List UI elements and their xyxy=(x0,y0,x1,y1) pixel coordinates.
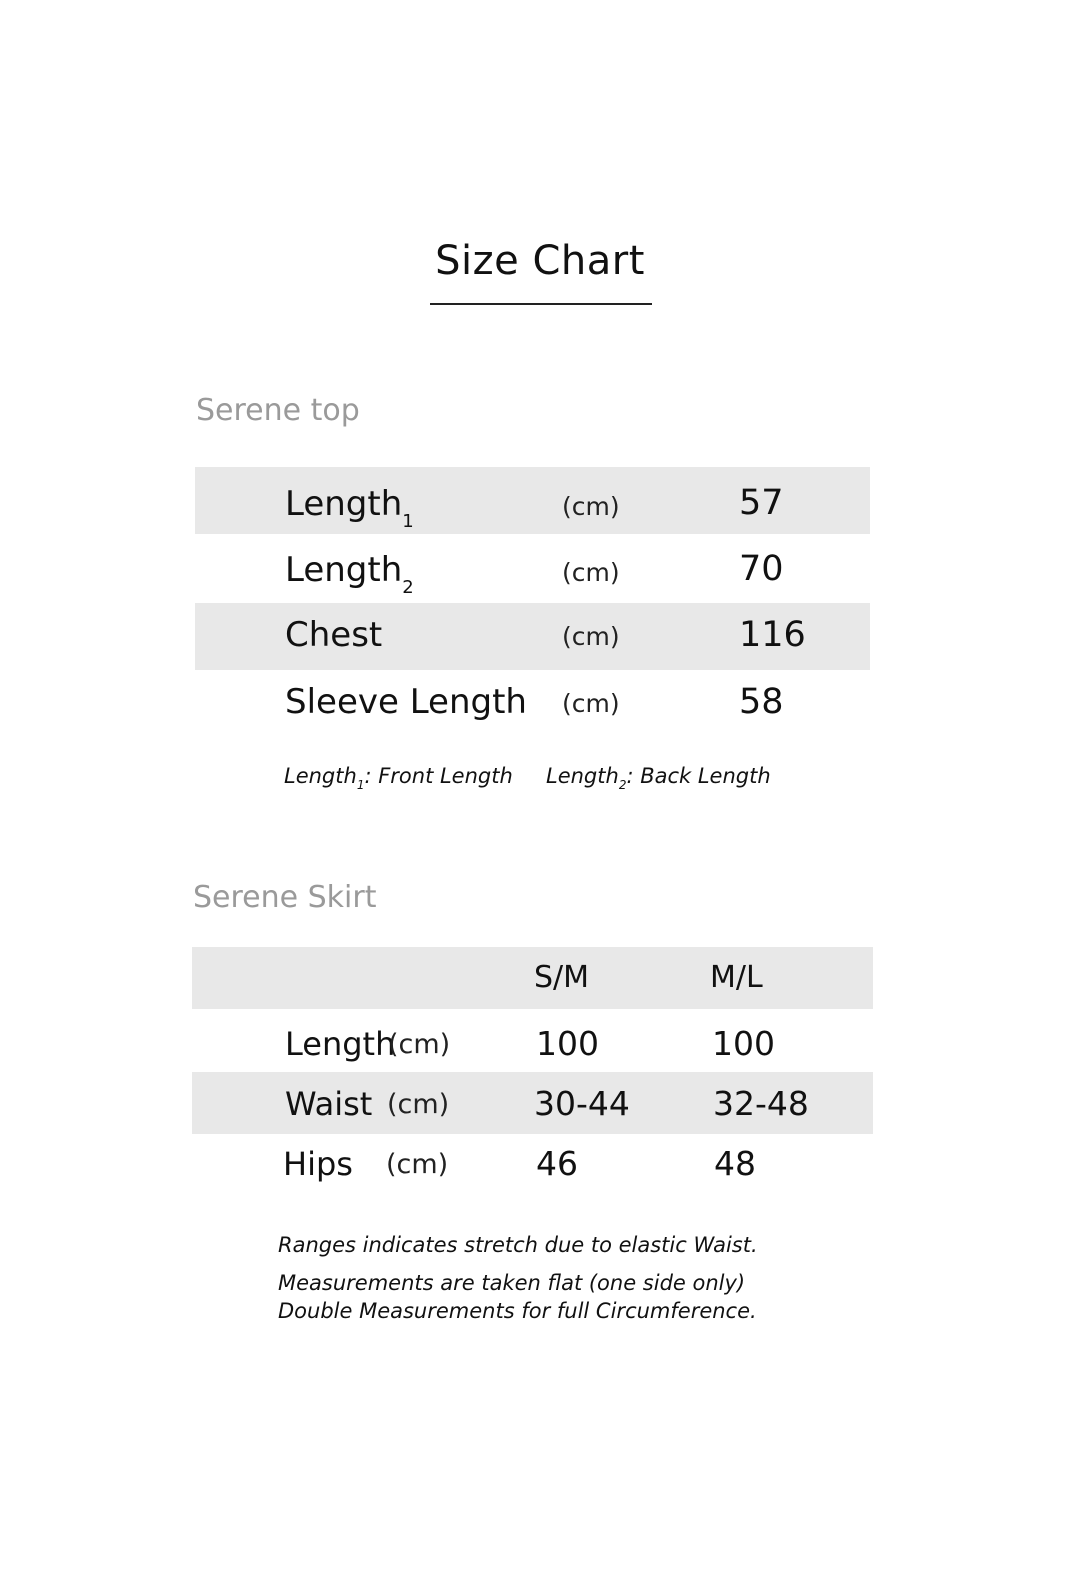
top-row-unit: (cm) xyxy=(562,622,620,651)
serene-skirt-heading: Serene Skirt xyxy=(193,880,377,915)
skirt-value-sm: 30-44 xyxy=(534,1084,630,1123)
serene-top-heading: Serene top xyxy=(196,393,360,428)
skirt-row-label: Length xyxy=(285,1025,396,1063)
length1-note: Length$_1$: Front Length xyxy=(284,764,513,792)
skirt-col-header: S/M xyxy=(534,960,590,995)
footnote-double: Double Measurements for full Circumference. xyxy=(278,1299,757,1323)
skirt-value-ml: 100 xyxy=(712,1024,775,1063)
top-row-unit: (cm) xyxy=(562,558,620,587)
top-row-label: Sleeve Length xyxy=(285,682,527,722)
skirt-row-unit: (cm) xyxy=(388,1029,451,1060)
top-row-label: Chest xyxy=(285,615,383,655)
top-row-unit: (cm) xyxy=(562,492,620,521)
skirt-col-header: M/L xyxy=(710,960,763,995)
top-row-value: 116 xyxy=(739,615,806,655)
top-row-value: 57 xyxy=(739,483,784,523)
top-row-unit: (cm) xyxy=(562,689,620,718)
footnote-flat: Measurements are taken flat (one side only) xyxy=(278,1271,746,1295)
footnote-ranges: Ranges indicates stretch due to elastic Waist. xyxy=(278,1233,758,1257)
skirt-value-sm: 46 xyxy=(536,1144,578,1183)
skirt-value-sm: 100 xyxy=(536,1024,599,1063)
skirt-row-label: Waist xyxy=(285,1085,373,1123)
skirt-row-unit: (cm) xyxy=(386,1149,449,1180)
skirt-value-ml: 32-48 xyxy=(713,1084,809,1123)
skirt-row-label: Hips xyxy=(283,1145,353,1183)
skirt-row-unit: (cm) xyxy=(387,1089,450,1120)
top-row-value: 70 xyxy=(739,549,784,589)
skirt-header-band xyxy=(192,947,873,1009)
top-row-value: 58 xyxy=(739,682,784,722)
page-title: Size Chart xyxy=(435,238,645,284)
length2-note: Length$_2$: Back Length xyxy=(546,764,771,792)
skirt-value-ml: 48 xyxy=(714,1144,756,1183)
title-underline xyxy=(430,303,652,305)
top-row-label: Length$_1$ xyxy=(285,484,414,532)
top-row-label: Length$_2$ xyxy=(285,550,414,598)
